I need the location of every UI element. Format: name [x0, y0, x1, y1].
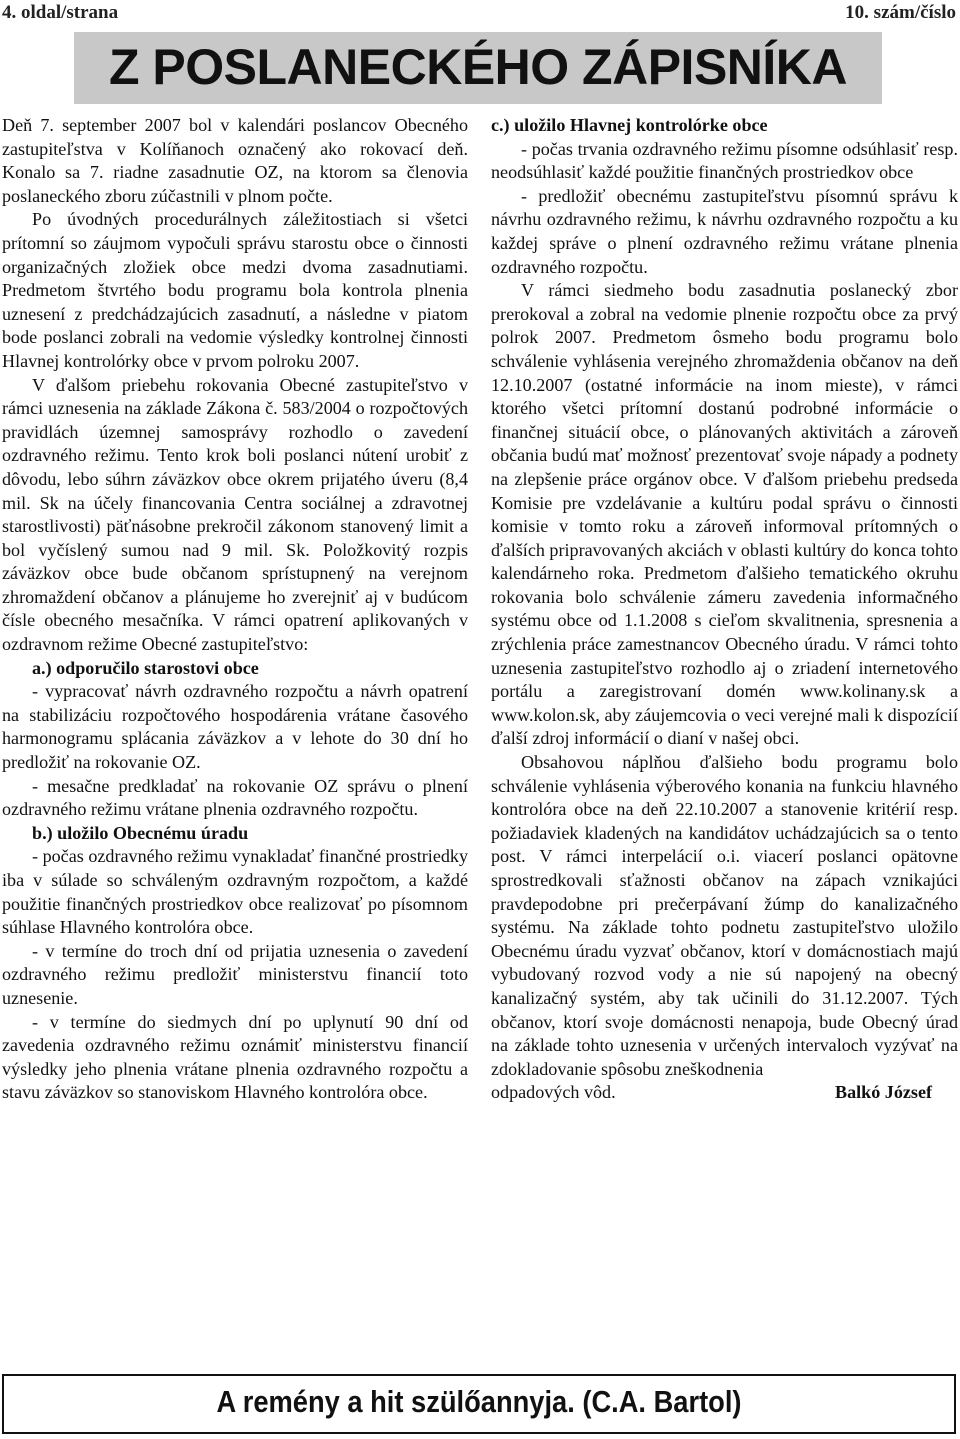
- article-paragraph: Po úvodných procedurálnych záležitostiach si všetci prítomní so záujmom vypočuli správu starostu obce o činnosti organizačných zložiek obce medzi dvoma zasadnutiami. Predmetom štvrtého bodu programu bola kontrola plnenia uznesení z predchádzajúcich zasadnutí, a následne v piatom bode poslanci zobrali na vedomie výsledky kontrolnej činnosti Hlavnej kontrolórky obce v prvom polroku 2007.: [2, 209, 468, 371]
- closing-line: [491, 1081, 958, 1105]
- resolution-item: - vypracovať návrh ozdravného rozpočtu a návrh opatrení na stabilizáciu rozpočtového hospodárenia vrátane časového harmonogramu splácania záväzkov a v lehote do 30 dní ho predložiť na rokovanie OZ.: [2, 681, 468, 773]
- resolution-heading-c: c.) uložilo Hlavnej kontrolórke obce: [491, 115, 768, 135]
- article-paragraph: Deň 7. september 2007 bol v kalendári poslancov Obecného zastupiteľstva v Kolíňanoch označený ako rokovací deň. Konalo sa 7. riadne zasadnutie OZ, na ktorom sa členovia poslaneckého zboru zúčastnili v plnom počte.: [2, 115, 468, 206]
- footer-quote: A remény a hit szülőannyja. (C.A. Bartol): [216, 1384, 742, 1419]
- article-paragraph: Obsahovou náplňou ďalšieho bodu programu bolo schválenie vyhlásenia výberového konania na funkciu hlavného kontrolóra obce na deň 22.10.2007 a stanovenie kritérií resp. požiadaviek kladených na kandidátov uchádzajúcich sa o tento post. V rámci interpelácií o.i. viacerí poslanci opätovne sprostredkovali sťažnosti občanov na zápach vznikajúci pravdepodobne pri prečerpávaní žúmp do kanalizačného systému. Na základe tohto podnetu zastupiteľstvo uložilo Obecnému úradu vyzvať občanov, ktorí v domácnostiach majú vybudovaný rozvod vody a nie sú napojený na obecný kanalizačný systém, aby tak učinili do 31.12.2007. Tých občanov, ktorí svoje domácnosti nenapoja, bude Obecný úrad na základe tohto uznesenia v určených intervaloch vyzývať na zdokladovanie spôsobu zneškodnenia: [491, 752, 958, 1079]
- resolution-heading-b: b.) uložilo Obecnému úradu: [32, 822, 249, 843]
- footer-quote-box: [2, 1374, 956, 1434]
- author-signature: Balkó József: [835, 1082, 932, 1103]
- article-paragraph-end: odpadových vôd.: [491, 1082, 616, 1103]
- article-column-left: [2, 114, 468, 1105]
- resolution-item: - predložiť obecnému zastupiteľstvu písomnú správu k návrhu ozdravného režimu, k návrhu ozdravného rozpočtu a ku každej správe o plnení ozdravného režimu vrátane plnenia ozdravného rozpočtu.: [491, 185, 958, 277]
- resolution-item: - mesačne predkladať na rokovanie OZ správu o plnení ozdravného režimu vrátane plnenia ozdravného rozpočtu.: [2, 775, 468, 820]
- page-header: [0, 0, 960, 30]
- issue-number: 10. szám/číslo: [845, 2, 956, 23]
- section-title: Z POSLANECKÉHO ZÁPISNÍKA: [108, 39, 848, 95]
- resolution-item: - počas ozdravného režimu vynakladať finančné prostriedky iba v súlade so schváleným ozdravným rozpočtom, a každé použitie finančných prostriedkov obce realizovať po písomnom súhlase Hlavného kontrolóra obce.: [2, 846, 468, 938]
- article-column-right: [491, 114, 958, 1105]
- resolution-item: - počas trvania ozdravného režimu písomne odsúhlasiť resp. neodsúhlasiť každé použitie finančných prostriedkov obce: [491, 138, 958, 183]
- article-paragraph: V rámci siedmeho bodu zasadnutia poslanecký zbor prerokoval a zobral na vedomie plnenie rozpočtu obce za prvý polrok 2007. Predmetom ôsmeho bodu programu bolo schválenie vyhlásenia verejného zhromaždenia občanov na deň 12.10.2007 (ostatné informácie na inom mieste), v rámci ktorého všetci prítomní dostanú podrobné informácie o finančnej situácií obce, o plánovaných aktivitách a zároveň občania budú mať možnosť prezentovať svoje nápady a podnety na zlepšenie práce orgánov obce. V ďalšom priebehu predseda Komisie pre vzdelávanie a kultúru podal správu o činnosti komisie v tomto roku a zároveň informoval prítomných o ďalších pripravovaných akciách v oblasti kultúry do konca tohto kalendárneho roka. Predmetom ďalšieho tematického okruhu rokovania bolo schválenie zámeru zavedenia informačného systému obce od 1.1.2008 s cieľom skvalitnenia, spresnenia a zrýchlenia práce zamestnancov Obecného úradu. V rámci tohto uznesenia zastupiteľstvo rozhodlo aj o zriadení internetového portálu a zaregistrovaní domén www.kolinany.sk a www.kolon.sk, aby záujemcovia o veci verejné mali k dispozícií ďalší zdroj informácií o dianí v našej obci.: [491, 280, 958, 749]
- resolution-item: - v termíne do siedmych dní po uplynutí 90 dní od zavedenia ozdravného režimu oznámiť ministerstvu financií výsledky jeho plnenia vrátane plnenia ozdravného rozpočtu a stavu záväzkov so stanoviskom Hlavného kontrolóra obce.: [2, 1011, 468, 1103]
- page-number: 4. oldal/strana: [2, 2, 119, 23]
- resolution-heading-a: a.) odporučilo starostovi obce: [32, 657, 259, 678]
- article-paragraph: V ďalšom priebehu rokovania Obecné zastupiteľstvo v rámci uznesenia na základe Zákona č. 583/2004 o rozpočtových pravidlách územnej samosprávy rozhodlo o zavedení ozdravného režimu. Tento krok boli poslanci nútení urobiť z dôvodu, lebo súhrn záväzkov obce okrem prijatého úveru (8,4 mil. Sk na účely financovania Centra sociálnej a zdravotnej starostlivosti) päťnásobne prekročil zákonom stanovený limit a bol vyčíslený sumou nad 9 mil. Sk. Položkovitý rozpis záväzkov obce bude občanom sprístupnený na verejnom zhromaždení občanov a plánujeme ho zverejniť aj v budúcom čísle obecného mesačníka. V rámci opatrení aplikovaných v ozdravnom režime Obecné zastupiteľstvo:: [2, 374, 468, 655]
- resolution-item: - v termíne do troch dní od prijatia uznesenia o zavedení ozdravného režimu predložiť ministerstvu financií toto uznesenie.: [2, 940, 468, 1008]
